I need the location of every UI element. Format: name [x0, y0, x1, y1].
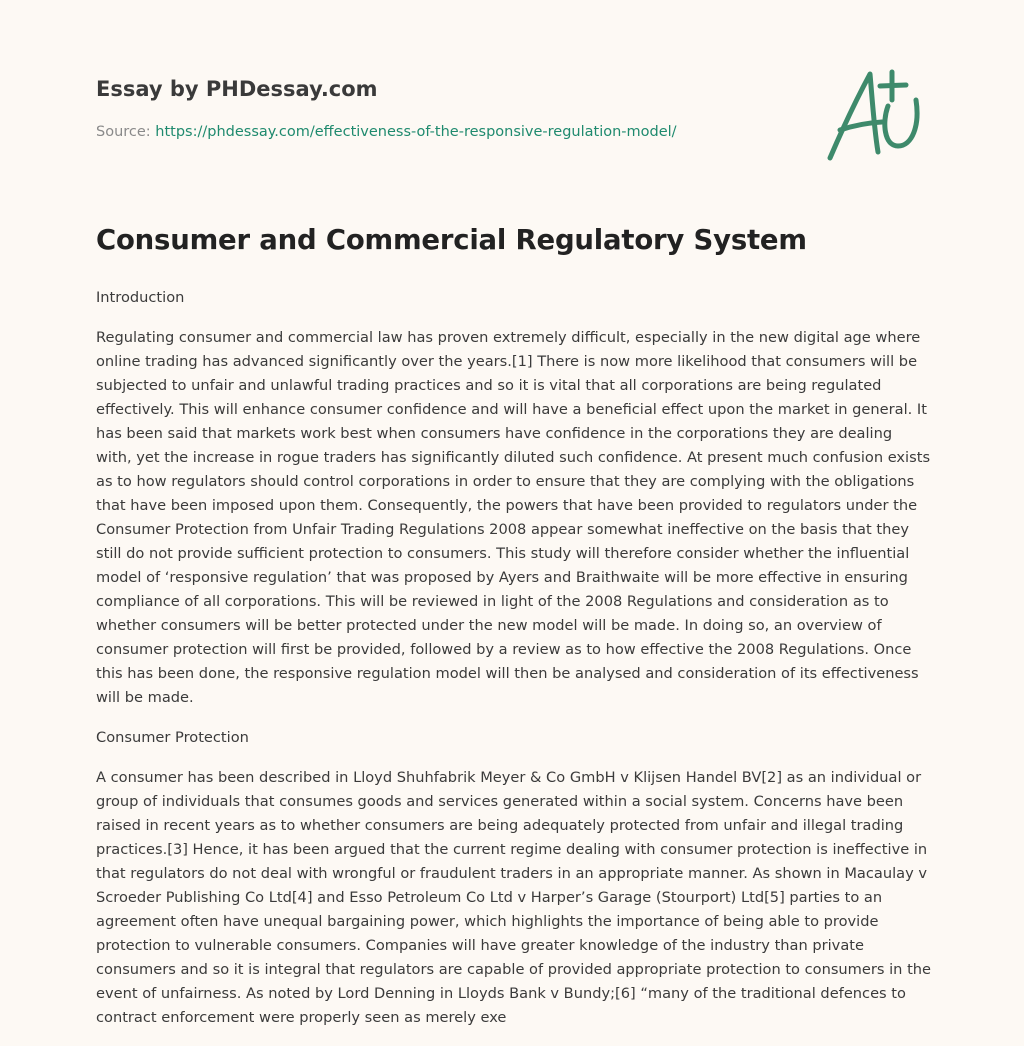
source-label: Source:	[96, 124, 156, 140]
site-title: Essay by PHDessay.com	[96, 77, 378, 101]
section-paragraph-consumer-protection: A consumer has been described in Lloyd Shuhfabrik Meyer & Co GmbH v Klijsen Handel BV[2] as an individual or group of individuals that consumes goods and services generated within a social system. Concerns have been raised in recent years as to whether consumers are being adequately protected from unfair and illegal trading practices.[3] Hence, it has been argued that the current regime dealing with consumer protection is ineffective in that regulators do not deal with wrongful or fraudulent traders in an appropriate manner. As shown in Macaulay v Scroeder Publishing Co Ltd[4] and Esso Petroleum Co Ltd v Harper’s Garage (Stourport) Ltd[5] parties to an agreement often have unequal bargaining power, which highlights the importance of being able to provide protection to vulnerable consumers. Companies will have greater knowledge of the industry than private consumers and so it is integral that regulators are capable of provided appropriate protection to consumers in the event of unfairness. As noted by Lord Denning in Lloyds Bank v Bundy;[6] “many of the traditional defences to contract enforcement were properly seen as merely exe	[96, 769, 932, 1026]
source-line	[96, 124, 677, 140]
section-heading-consumer-protection: Consumer Protection	[96, 729, 249, 746]
section-paragraph-introduction: Regulating consumer and commercial law has proven extremely difficult, especially in the new digital age where online trading has advanced significantly over the years.[1] There is now more likelihood that consumers will be subjected to unfair and unlawful trading practices and so it is vital that all corporations are being regulated effectively. This will enhance consumer confidence and will have a beneficial effect upon the market in general. It has been said that markets work best when consumers have confidence in the corporations they are dealing with, yet the increase in rogue traders has significantly diluted such confidence. At present much confusion exists as to how regulators should control corporations in order to ensure that they are complying with the obligations that have been imposed upon them. Consequently, the powers that have been provided to regulators under the Consumer Protection from Unfair Trading Regulations 2008 appear somewhat ineffective on the basis that they still do not provide sufficient protection to consumers. This study will therefore consider whether the influential model of ‘responsive regulation’ that was proposed by Ayers and Braithwaite will be more effective in ensuring compliance of all corporations. This will be reviewed in light of the 2008 Regulations and consideration as to whether consumers will be better protected under the new model will be made. In doing so, an overview of consumer protection will first be provided, followed by a review as to how effective the 2008 Regulations. Once this has been done, the responsive regulation model will then be analysed and consideration of its effectiveness will be made.	[96, 329, 931, 706]
essay-content	[96, 286, 932, 1046]
a-plus-logo-icon	[826, 66, 926, 164]
section-heading-introduction: Introduction	[96, 289, 185, 306]
source-link[interactable]: https://phdessay.com/effectiveness-of-the-responsive-regulation-model/	[155, 124, 677, 140]
essay-title: Consumer and Commercial Regulatory System	[96, 224, 807, 256]
